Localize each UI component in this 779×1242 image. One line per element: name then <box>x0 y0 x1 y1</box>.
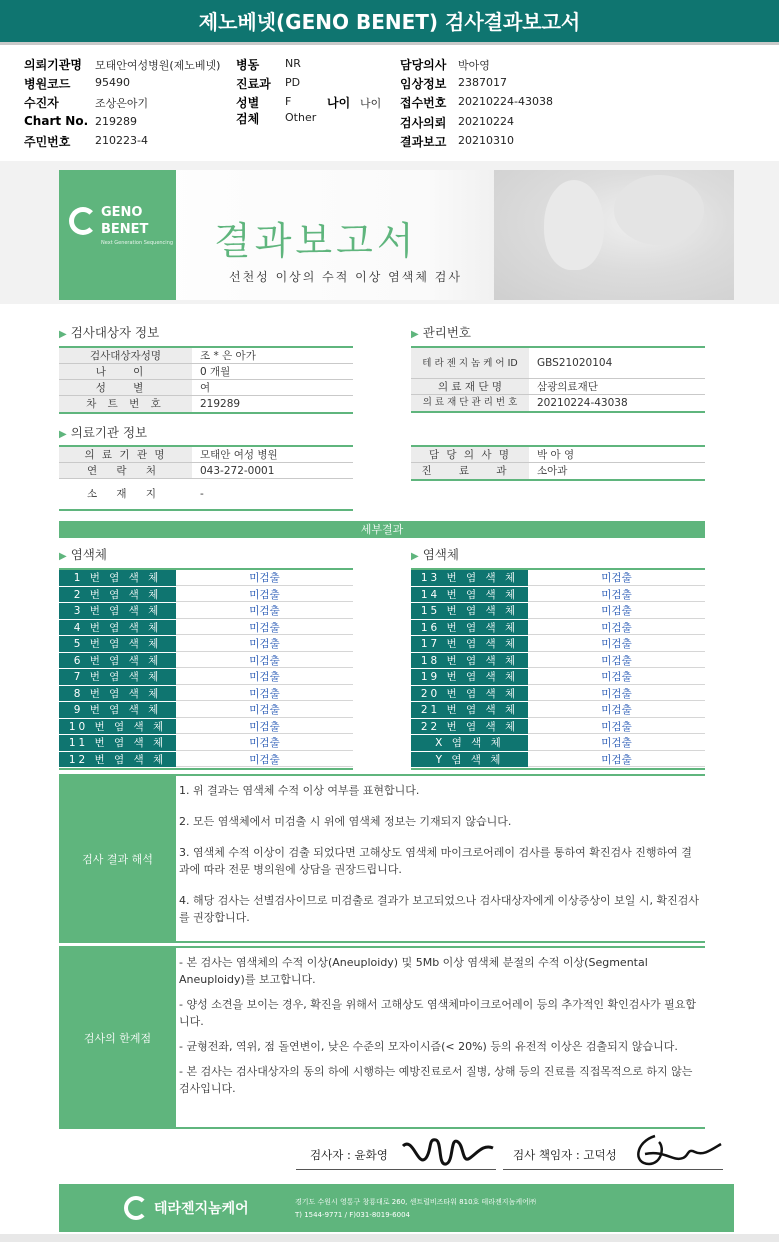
section-title-institution: ▶ 의료기관 정보 <box>59 425 148 440</box>
header-value: 20210224 <box>458 115 514 128</box>
triangle-icon: ▶ <box>59 329 67 340</box>
baby-feet-image <box>494 170 734 300</box>
header-key: 결과보고 <box>400 135 447 149</box>
chromosome-result: 미검출 <box>528 719 705 735</box>
chromosome-result: 미검출 <box>176 653 353 669</box>
chromosome-label: 2 번 염 색 체 <box>59 587 176 603</box>
chromosome-result: 미검출 <box>176 702 353 718</box>
chromosome-label: X 염 색 체 <box>411 735 528 751</box>
chromosome-result: 미검출 <box>176 719 353 735</box>
limitation-item: - 양성 소견을 보이는 경우, 확진을 위해서 고해상도 염색체마이크로어레이 등의 추가적인 확인검사가 필요합니다. <box>179 998 696 1028</box>
banner-title: 결과보고서 <box>214 219 418 263</box>
interpretation-box <box>59 774 705 943</box>
header-key: 병동 <box>236 58 260 72</box>
interpretation-item: 2. 모든 염색체에서 미검출 시 위에 염색체 정보는 기재되지 않습니다. <box>179 815 512 828</box>
chromosome-row <box>411 702 705 719</box>
company-address: 경기도 수원시 영통구 창룡대로 260, 센트럴비즈타워 810호 테라젠지놈케어㈜ T) 1544-9771 / F)031-8019-6004 <box>295 1198 536 1219</box>
header-value: Other <box>285 111 317 124</box>
chromosome-result: 미검출 <box>528 735 705 751</box>
chromosome-result: 미검출 <box>528 603 705 619</box>
interpretation-label: 검사 결과 해석 <box>59 776 176 941</box>
interpretation-item: 1. 위 결과는 염색체 수적 이상 여부를 표현합니다. <box>179 784 420 797</box>
chromosome-row <box>59 587 353 604</box>
chromosome-label: 13 번 염 색 체 <box>411 570 528 586</box>
tester-signature: 검사자 : 윤화영 <box>296 1140 496 1170</box>
chromosome-result: 미검출 <box>528 702 705 718</box>
chromosome-label: 22 번 염 색 체 <box>411 719 528 735</box>
chromosome-result: 미검출 <box>176 620 353 636</box>
institution-right-table: 담 당 의 사 명 박 아 영 진 료 과 소아과 <box>411 445 705 481</box>
manager-signature: 검사 책임자 : 고덕성 <box>503 1140 723 1170</box>
chromosome-row <box>59 603 353 620</box>
chromosome-result: 미검출 <box>528 669 705 685</box>
logo-text: GENO <box>101 205 143 220</box>
header-key: 검체 <box>236 112 260 126</box>
chromosome-result: 미검출 <box>528 587 705 603</box>
chromosome-row <box>411 636 705 653</box>
chromosome-row <box>59 752 353 769</box>
banner-subtitle: 선천성 이상의 수적 이상 염색체 검사 <box>229 270 462 284</box>
report-banner <box>0 161 779 304</box>
tester-signature-mark <box>398 1128 498 1172</box>
detail-results-bar: 세부결과 <box>59 521 705 538</box>
header-key: 임상정보 <box>400 77 447 91</box>
limitation-item: - 본 검사는 염색체의 수적 이상(Aneuploidy) 및 5Mb 이상 염색체 분절의 수적 이상(Segmental Aneuploidy)를 보고합니다. <box>179 956 648 986</box>
chromosome-label: 18 번 염 색 체 <box>411 653 528 669</box>
chromosome-label: 14 번 염 색 체 <box>411 587 528 603</box>
chromosome-result: 미검출 <box>176 735 353 751</box>
chromosome-row <box>411 735 705 752</box>
header-key: 병원코드 <box>24 77 71 91</box>
chromosome-label: 6 번 염 색 체 <box>59 653 176 669</box>
chromosome-result: 미검출 <box>528 636 705 652</box>
section-title-chromosome-left: ▶ 염색체 <box>59 547 107 562</box>
header-value: 박아영 <box>458 59 490 72</box>
chromosome-row <box>59 702 353 719</box>
header-key: 접수번호 <box>400 96 447 110</box>
chromosome-row <box>411 669 705 686</box>
chromosome-label: 11 번 염 색 체 <box>59 735 176 751</box>
chromosome-table-right <box>411 568 705 770</box>
manager-signature-mark <box>625 1128 725 1172</box>
report-header <box>0 50 779 155</box>
header-key: 검사의뢰 <box>400 116 447 130</box>
logo-text: BENET <box>101 222 149 237</box>
triangle-icon: ▶ <box>59 551 67 562</box>
header-value: 20210224-43038 <box>458 95 553 108</box>
chromosome-row <box>59 669 353 686</box>
header-key: 수진자 <box>24 96 59 110</box>
interpretation-item: 4. 해당 검사는 선별검사이므로 미검출로 결과가 보고되었으나 검사대상자에게 이상증상이 보일 시, 확진검사를 권장합니다. <box>179 894 699 924</box>
chromosome-table-left <box>59 568 353 770</box>
triangle-icon: ▶ <box>59 429 67 440</box>
limitations-label: 검사의 한계점 <box>59 948 176 1127</box>
chromosome-row <box>411 603 705 620</box>
section-title-chromosome-right: ▶ 염색체 <box>411 547 459 562</box>
header-value: 20210310 <box>458 134 514 147</box>
section-title-management: ▶ 관리번호 <box>411 325 472 340</box>
chromosome-row <box>59 653 353 670</box>
genobenet-logo <box>59 170 176 300</box>
company-name: 테라젠지놈케어 <box>154 1201 249 1217</box>
header-key: 주민번호 <box>24 135 71 149</box>
chromosome-label: 16 번 염 색 체 <box>411 620 528 636</box>
chromosome-row <box>411 587 705 604</box>
chromosome-label: 20 번 염 색 체 <box>411 686 528 702</box>
chromosome-result: 미검출 <box>176 603 353 619</box>
chromosome-row <box>411 653 705 670</box>
chromosome-row <box>59 620 353 637</box>
header-value: 모태안여성병원(제노베넷) <box>95 59 221 72</box>
chromosome-label: 3 번 염 색 체 <box>59 603 176 619</box>
chromosome-label: 17 번 염 색 체 <box>411 636 528 652</box>
header-value: NR <box>285 57 301 70</box>
triangle-icon: ▶ <box>411 329 419 340</box>
header-key: 나이 <box>327 96 351 110</box>
chromosome-label: 4 번 염 색 체 <box>59 620 176 636</box>
chromosome-result: 미검출 <box>528 752 705 768</box>
company-logo-icon <box>124 1196 148 1220</box>
section-title-subject: ▶ 검사대상자 정보 <box>59 325 160 340</box>
chromosome-result: 미검출 <box>176 587 353 603</box>
chromosome-row <box>411 719 705 736</box>
chromosome-row <box>59 570 353 587</box>
chromosome-label: 10 번 염 색 체 <box>59 719 176 735</box>
header-value: 2387017 <box>458 76 507 89</box>
chromosome-label: 12 번 염 색 체 <box>59 752 176 768</box>
chromosome-row <box>411 620 705 637</box>
footer <box>59 1184 734 1232</box>
logo-tagline: Next Generation Sequencing <box>101 240 174 246</box>
chromosome-label: 8 번 염 색 체 <box>59 686 176 702</box>
header-value: 219289 <box>95 115 137 128</box>
chromosome-row <box>411 686 705 703</box>
header-key: 진료과 <box>236 77 271 91</box>
chromosome-row <box>59 719 353 736</box>
triangle-icon: ▶ <box>411 551 419 562</box>
chromosome-row <box>411 752 705 769</box>
chromosome-label: 7 번 염 색 체 <box>59 669 176 685</box>
chromosome-result: 미검출 <box>176 636 353 652</box>
chromosome-label: 9 번 염 색 체 <box>59 702 176 718</box>
header-value: 95490 <box>95 76 130 89</box>
chromosome-label: 21 번 염 색 체 <box>411 702 528 718</box>
report-title: 제노베넷(GENO BENET) 검사결과보고서 <box>0 0 779 45</box>
header-key: Chart No. <box>24 114 89 128</box>
limitation-item: - 본 검사는 검사대상자의 동의 하에 시행하는 예방진료로서 질병, 상해 등의 진료를 직접목적으로 하지 않는 검사입니다. <box>179 1065 693 1095</box>
institution-table: 의 료 기 관 명 모태안 여성 병원 연 락 처 043-272-0001 소 재 지 - <box>59 445 353 511</box>
chromosome-label: 5 번 염 색 체 <box>59 636 176 652</box>
chromosome-result: 미검출 <box>528 686 705 702</box>
header-value: 조상은아기 <box>95 97 149 110</box>
logo-g-icon <box>69 207 97 235</box>
header-value: F <box>285 95 292 108</box>
chromosome-label: 15 번 염 색 체 <box>411 603 528 619</box>
header-value: 나이 <box>360 97 382 110</box>
subject-table: 검사대상자성명 조 * 은 아가 나 이 0 개월 성 별 여 차 트 번 호 219289 <box>59 346 353 414</box>
chromosome-row <box>59 686 353 703</box>
header-key: 담당의사 <box>400 58 447 72</box>
chromosome-result: 미검출 <box>176 752 353 768</box>
header-key: 성별 <box>236 96 260 110</box>
header-value: 210223-4 <box>95 134 148 147</box>
chromosome-result: 미검출 <box>176 570 353 586</box>
interpretation-item: 3. 염색체 수적 이상이 검출 되었다면 고해상도 염색체 마이크로어레이 검사를 통하여 확진검사 진행하여 결과에 따라 전문 병의원에 상담을 권장드립니다. <box>179 846 692 876</box>
header-key: 의뢰기관명 <box>24 58 82 72</box>
chromosome-label: Y 염 색 체 <box>411 752 528 768</box>
limitations-box <box>59 946 705 1129</box>
chromosome-label: 19 번 염 색 체 <box>411 669 528 685</box>
chromosome-row <box>411 570 705 587</box>
chromosome-result: 미검출 <box>176 669 353 685</box>
header-value: PD <box>285 76 301 89</box>
chromosome-result: 미검출 <box>528 653 705 669</box>
management-table: 테 라 젠 지 놈 케 어 ID GBS21020104 의 료 재 단 명 삼광의료재단 의 료 재 단 관 리 번 호 20210224-43038 <box>411 346 705 413</box>
chromosome-result: 미검출 <box>528 570 705 586</box>
limitation-item: - 균형전좌, 역위, 점 돌연변이, 낮은 수준의 모자이시즘(< 20%) 등의 유전적 이상은 검출되지 않습니다. <box>179 1040 678 1053</box>
chromosome-label: 1 번 염 색 체 <box>59 570 176 586</box>
chromosome-row <box>59 636 353 653</box>
chromosome-row <box>59 735 353 752</box>
chromosome-result: 미검출 <box>176 686 353 702</box>
chromosome-result: 미검출 <box>528 620 705 636</box>
